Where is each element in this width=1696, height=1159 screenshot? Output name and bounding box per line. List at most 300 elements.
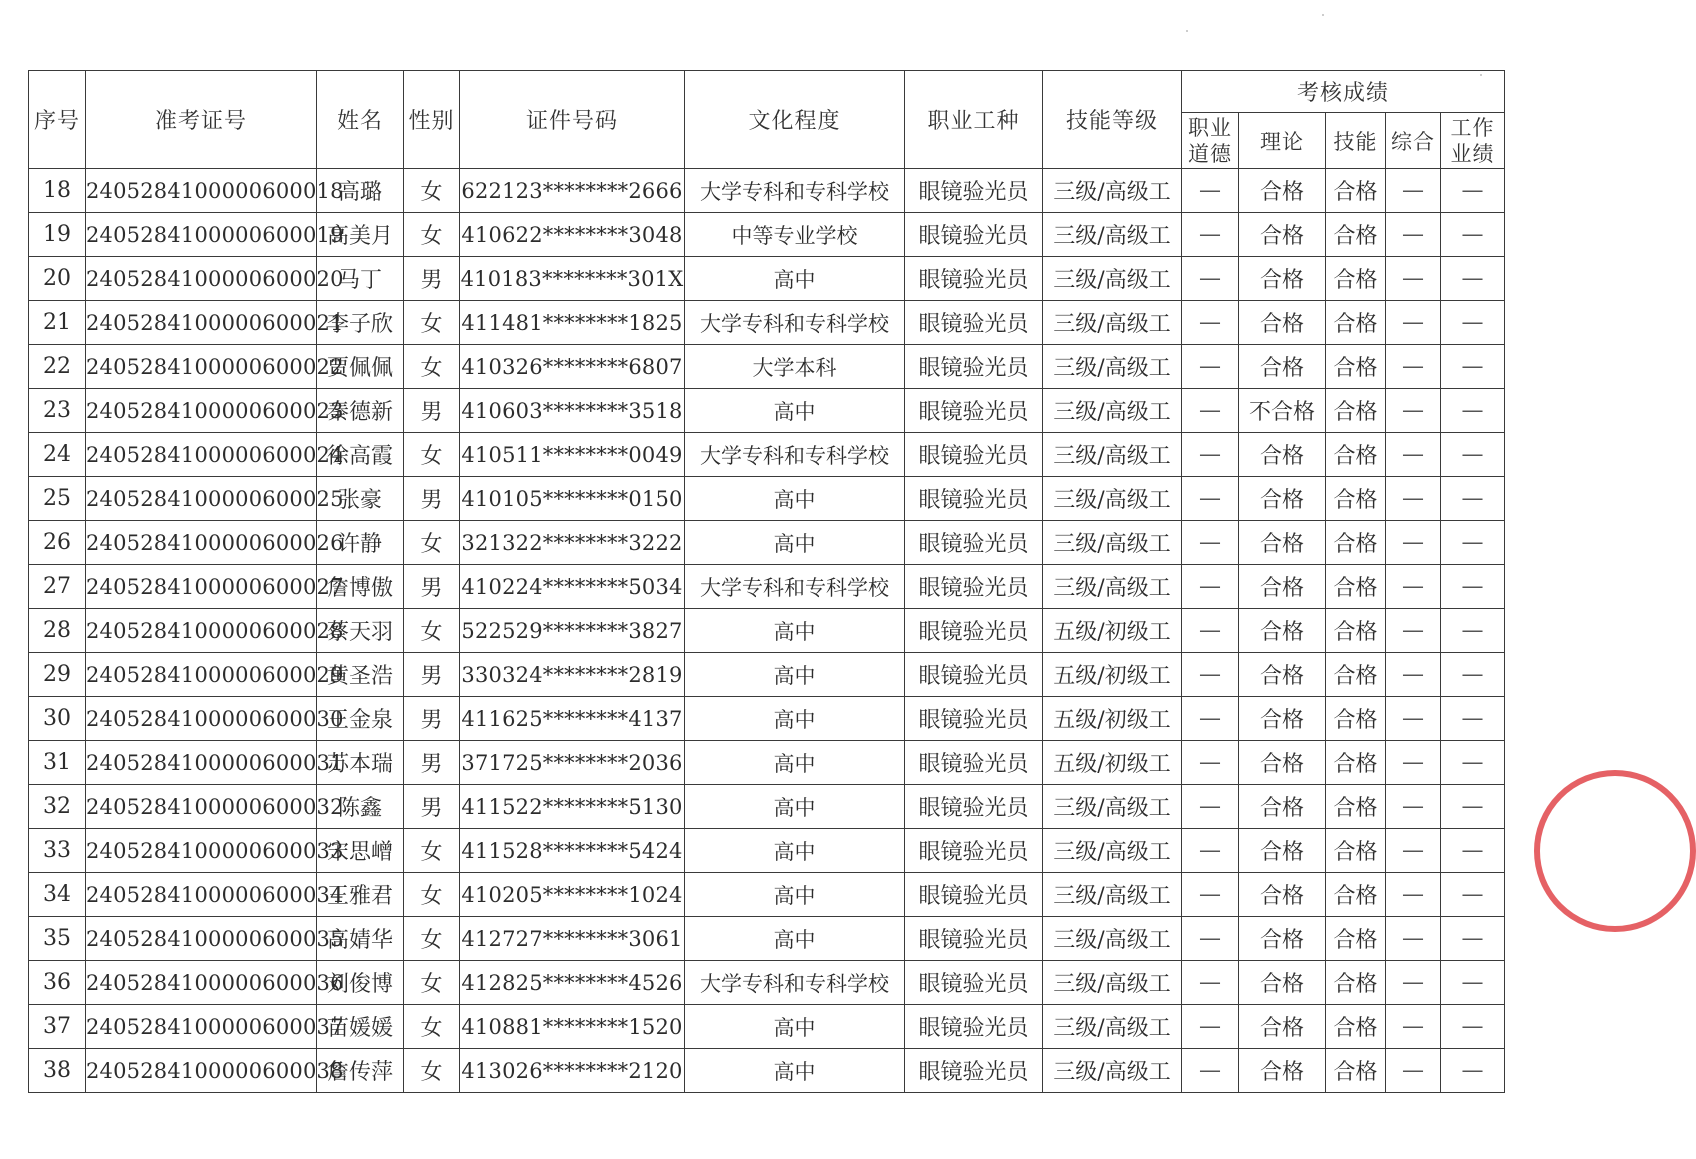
row-skill-level: 五级/初级工 bbox=[1043, 741, 1182, 785]
row-comprehensive: — bbox=[1386, 917, 1441, 961]
row-id-number: 410105********0150 bbox=[460, 477, 685, 521]
row-ticket-number: 2405284100000600035 bbox=[86, 917, 317, 961]
row-seq: 36 bbox=[29, 961, 86, 1005]
row-seq: 33 bbox=[29, 829, 86, 873]
row-name: 高婧华 bbox=[317, 917, 404, 961]
row-comprehensive: — bbox=[1386, 873, 1441, 917]
row-occupation: 眼镜验光员 bbox=[905, 653, 1043, 697]
row-name: 高美月 bbox=[317, 213, 404, 257]
row-ticket-number: 2405284100000600027 bbox=[86, 565, 317, 609]
row-seq: 23 bbox=[29, 389, 86, 433]
row-work-performance: — bbox=[1441, 257, 1505, 301]
row-skill-level: 三级/高级工 bbox=[1043, 389, 1182, 433]
row-skill-level: 三级/高级工 bbox=[1043, 1005, 1182, 1049]
table-body bbox=[29, 169, 1505, 1093]
row-theory: 合格 bbox=[1239, 961, 1326, 1005]
row-theory: 合格 bbox=[1239, 873, 1326, 917]
row-name: 宋思嶒 bbox=[317, 829, 404, 873]
row-seq: 31 bbox=[29, 741, 86, 785]
row-skill-level: 三级/高级工 bbox=[1043, 213, 1182, 257]
table-row bbox=[29, 917, 1505, 961]
row-skill-level: 三级/高级工 bbox=[1043, 565, 1182, 609]
row-theory: 合格 bbox=[1239, 697, 1326, 741]
table-row bbox=[29, 301, 1505, 345]
row-id-number: 411528********5424 bbox=[460, 829, 685, 873]
row-gender: 男 bbox=[404, 653, 460, 697]
row-gender: 男 bbox=[404, 477, 460, 521]
row-seq: 34 bbox=[29, 873, 86, 917]
table-row bbox=[29, 741, 1505, 785]
row-gender: 女 bbox=[404, 1005, 460, 1049]
row-ethics: — bbox=[1182, 1049, 1239, 1093]
row-theory: 合格 bbox=[1239, 1005, 1326, 1049]
row-ticket-number: 2405284100000600032 bbox=[86, 785, 317, 829]
row-education: 高中 bbox=[685, 257, 905, 301]
table-row bbox=[29, 433, 1505, 477]
row-id-number: 321322********3222 bbox=[460, 521, 685, 565]
row-ticket-number: 2405284100000600022 bbox=[86, 345, 317, 389]
row-id-number: 410183********301X bbox=[460, 257, 685, 301]
row-comprehensive: — bbox=[1386, 741, 1441, 785]
row-comprehensive: — bbox=[1386, 169, 1441, 213]
row-theory: 不合格 bbox=[1239, 389, 1326, 433]
row-ethics: — bbox=[1182, 565, 1239, 609]
row-education: 高中 bbox=[685, 917, 905, 961]
row-occupation: 眼镜验光员 bbox=[905, 1049, 1043, 1093]
row-comprehensive: — bbox=[1386, 345, 1441, 389]
row-education: 高中 bbox=[685, 741, 905, 785]
row-education: 中等专业学校 bbox=[685, 213, 905, 257]
row-id-number: 410205********1024 bbox=[460, 873, 685, 917]
row-name: 王雅君 bbox=[317, 873, 404, 917]
row-skill-level: 三级/高级工 bbox=[1043, 169, 1182, 213]
row-occupation: 眼镜验光员 bbox=[905, 961, 1043, 1005]
row-seq: 27 bbox=[29, 565, 86, 609]
table-row bbox=[29, 257, 1505, 301]
row-education: 高中 bbox=[685, 653, 905, 697]
header-seq: 序号 bbox=[29, 71, 86, 169]
row-ticket-number: 2405284100000600031 bbox=[86, 741, 317, 785]
row-occupation: 眼镜验光员 bbox=[905, 389, 1043, 433]
row-ticket-number: 2405284100000600020 bbox=[86, 257, 317, 301]
row-seq: 25 bbox=[29, 477, 86, 521]
row-ethics: — bbox=[1182, 257, 1239, 301]
row-id-number: 410603********3518 bbox=[460, 389, 685, 433]
header-gender: 性别 bbox=[404, 71, 460, 169]
row-theory: 合格 bbox=[1239, 433, 1326, 477]
row-id-number: 411481********1825 bbox=[460, 301, 685, 345]
header-work-performance: 工作业绩 bbox=[1441, 113, 1505, 169]
row-theory: 合格 bbox=[1239, 477, 1326, 521]
row-ethics: — bbox=[1182, 785, 1239, 829]
row-seq: 28 bbox=[29, 609, 86, 653]
row-ethics: — bbox=[1182, 477, 1239, 521]
row-name: 秦德新 bbox=[317, 389, 404, 433]
header-comprehensive: 综合 bbox=[1386, 113, 1441, 169]
row-occupation: 眼镜验光员 bbox=[905, 213, 1043, 257]
header-ticket-number: 准考证号 bbox=[86, 71, 317, 169]
row-name: 马丁 bbox=[317, 257, 404, 301]
row-occupation: 眼镜验光员 bbox=[905, 873, 1043, 917]
row-comprehensive: — bbox=[1386, 609, 1441, 653]
row-gender: 女 bbox=[404, 345, 460, 389]
row-id-number: 522529********3827 bbox=[460, 609, 685, 653]
row-skill: 合格 bbox=[1326, 477, 1386, 521]
row-theory: 合格 bbox=[1239, 785, 1326, 829]
scan-speck bbox=[1322, 14, 1324, 16]
row-skill: 合格 bbox=[1326, 785, 1386, 829]
table-row bbox=[29, 389, 1505, 433]
row-theory: 合格 bbox=[1239, 257, 1326, 301]
row-seq: 22 bbox=[29, 345, 86, 389]
table-row bbox=[29, 477, 1505, 521]
row-education: 高中 bbox=[685, 1049, 905, 1093]
row-gender: 女 bbox=[404, 169, 460, 213]
row-education: 高中 bbox=[685, 477, 905, 521]
row-education: 高中 bbox=[685, 697, 905, 741]
row-ethics: — bbox=[1182, 345, 1239, 389]
row-gender: 男 bbox=[404, 257, 460, 301]
row-ethics: — bbox=[1182, 697, 1239, 741]
row-theory: 合格 bbox=[1239, 609, 1326, 653]
row-skill: 合格 bbox=[1326, 1005, 1386, 1049]
row-ethics: — bbox=[1182, 917, 1239, 961]
table-row bbox=[29, 785, 1505, 829]
row-work-performance: — bbox=[1441, 565, 1505, 609]
row-skill-level: 三级/高级工 bbox=[1043, 873, 1182, 917]
row-occupation: 眼镜验光员 bbox=[905, 741, 1043, 785]
row-occupation: 眼镜验光员 bbox=[905, 565, 1043, 609]
row-skill: 合格 bbox=[1326, 917, 1386, 961]
row-comprehensive: — bbox=[1386, 521, 1441, 565]
row-comprehensive: — bbox=[1386, 389, 1441, 433]
row-id-number: 410224********5034 bbox=[460, 565, 685, 609]
row-skill-level: 三级/高级工 bbox=[1043, 345, 1182, 389]
row-ticket-number: 2405284100000600038 bbox=[86, 1049, 317, 1093]
row-occupation: 眼镜验光员 bbox=[905, 829, 1043, 873]
row-name: 苗媛媛 bbox=[317, 1005, 404, 1049]
row-ethics: — bbox=[1182, 829, 1239, 873]
row-comprehensive: — bbox=[1386, 961, 1441, 1005]
row-id-number: 411625********4137 bbox=[460, 697, 685, 741]
row-skill: 合格 bbox=[1326, 257, 1386, 301]
row-gender: 男 bbox=[404, 741, 460, 785]
row-name: 徐高霞 bbox=[317, 433, 404, 477]
row-skill-level: 三级/高级工 bbox=[1043, 477, 1182, 521]
row-name: 黄圣浩 bbox=[317, 653, 404, 697]
row-seq: 32 bbox=[29, 785, 86, 829]
row-name: 贾佩佩 bbox=[317, 345, 404, 389]
row-work-performance: — bbox=[1441, 961, 1505, 1005]
row-ethics: — bbox=[1182, 389, 1239, 433]
row-skill-level: 三级/高级工 bbox=[1043, 829, 1182, 873]
row-comprehensive: — bbox=[1386, 301, 1441, 345]
row-skill-level: 三级/高级工 bbox=[1043, 433, 1182, 477]
row-theory: 合格 bbox=[1239, 521, 1326, 565]
row-gender: 女 bbox=[404, 961, 460, 1005]
row-seq: 38 bbox=[29, 1049, 86, 1093]
official-seal-stamp bbox=[1534, 770, 1696, 932]
row-skill: 合格 bbox=[1326, 213, 1386, 257]
scan-speck bbox=[1186, 30, 1188, 32]
row-education: 大学专科和专科学校 bbox=[685, 301, 905, 345]
row-skill: 合格 bbox=[1326, 565, 1386, 609]
row-ethics: — bbox=[1182, 609, 1239, 653]
row-work-performance: — bbox=[1441, 873, 1505, 917]
row-gender: 男 bbox=[404, 389, 460, 433]
row-comprehensive: — bbox=[1386, 1049, 1441, 1093]
row-comprehensive: — bbox=[1386, 565, 1441, 609]
row-occupation: 眼镜验光员 bbox=[905, 169, 1043, 213]
row-skill: 合格 bbox=[1326, 389, 1386, 433]
row-occupation: 眼镜验光员 bbox=[905, 609, 1043, 653]
table-row bbox=[29, 213, 1505, 257]
scan-speck bbox=[1480, 74, 1482, 76]
row-occupation: 眼镜验光员 bbox=[905, 917, 1043, 961]
row-work-performance: — bbox=[1441, 917, 1505, 961]
row-theory: 合格 bbox=[1239, 345, 1326, 389]
row-occupation: 眼镜验光员 bbox=[905, 477, 1043, 521]
row-ticket-number: 2405284100000600033 bbox=[86, 829, 317, 873]
row-comprehensive: — bbox=[1386, 1005, 1441, 1049]
row-occupation: 眼镜验光员 bbox=[905, 1005, 1043, 1049]
row-gender: 女 bbox=[404, 873, 460, 917]
table-row bbox=[29, 345, 1505, 389]
row-id-number: 410511********0049 bbox=[460, 433, 685, 477]
row-name: 高璐 bbox=[317, 169, 404, 213]
row-occupation: 眼镜验光员 bbox=[905, 785, 1043, 829]
row-id-number: 411522********5130 bbox=[460, 785, 685, 829]
header-ethics: 职业道德 bbox=[1182, 113, 1239, 169]
row-name: 刘俊博 bbox=[317, 961, 404, 1005]
row-work-performance: — bbox=[1441, 213, 1505, 257]
row-seq: 30 bbox=[29, 697, 86, 741]
header-scores-group: 考核成绩 bbox=[1182, 71, 1505, 113]
row-theory: 合格 bbox=[1239, 301, 1326, 345]
row-skill: 合格 bbox=[1326, 169, 1386, 213]
row-occupation: 眼镜验光员 bbox=[905, 301, 1043, 345]
row-occupation: 眼镜验光员 bbox=[905, 257, 1043, 301]
row-name: 詹传萍 bbox=[317, 1049, 404, 1093]
row-ticket-number: 2405284100000600019 bbox=[86, 213, 317, 257]
row-work-performance: — bbox=[1441, 389, 1505, 433]
row-skill-level: 三级/高级工 bbox=[1043, 521, 1182, 565]
row-gender: 女 bbox=[404, 917, 460, 961]
row-name: 蔡天羽 bbox=[317, 609, 404, 653]
row-gender: 女 bbox=[404, 609, 460, 653]
row-education: 大学专科和专科学校 bbox=[685, 169, 905, 213]
row-theory: 合格 bbox=[1239, 213, 1326, 257]
row-skill: 合格 bbox=[1326, 433, 1386, 477]
row-comprehensive: — bbox=[1386, 213, 1441, 257]
row-gender: 女 bbox=[404, 301, 460, 345]
row-theory: 合格 bbox=[1239, 169, 1326, 213]
row-theory: 合格 bbox=[1239, 653, 1326, 697]
row-ticket-number: 2405284100000600036 bbox=[86, 961, 317, 1005]
row-skill: 合格 bbox=[1326, 1049, 1386, 1093]
row-skill-level: 三级/高级工 bbox=[1043, 301, 1182, 345]
row-theory: 合格 bbox=[1239, 565, 1326, 609]
row-ticket-number: 2405284100000600028 bbox=[86, 609, 317, 653]
row-id-number: 371725********2036 bbox=[460, 741, 685, 785]
row-ticket-number: 2405284100000600037 bbox=[86, 1005, 317, 1049]
table-row bbox=[29, 829, 1505, 873]
row-education: 高中 bbox=[685, 389, 905, 433]
row-skill: 合格 bbox=[1326, 741, 1386, 785]
row-seq: 37 bbox=[29, 1005, 86, 1049]
row-skill: 合格 bbox=[1326, 521, 1386, 565]
row-skill: 合格 bbox=[1326, 345, 1386, 389]
row-ethics: — bbox=[1182, 873, 1239, 917]
row-skill: 合格 bbox=[1326, 301, 1386, 345]
row-skill-level: 五级/初级工 bbox=[1043, 609, 1182, 653]
row-skill-level: 三级/高级工 bbox=[1043, 917, 1182, 961]
row-seq: 24 bbox=[29, 433, 86, 477]
row-ethics: — bbox=[1182, 301, 1239, 345]
header-occupation: 职业工种 bbox=[905, 71, 1043, 169]
row-education: 大学专科和专科学校 bbox=[685, 565, 905, 609]
row-comprehensive: — bbox=[1386, 433, 1441, 477]
row-education: 大学专科和专科学校 bbox=[685, 961, 905, 1005]
row-education: 大学本科 bbox=[685, 345, 905, 389]
row-work-performance: — bbox=[1441, 1049, 1505, 1093]
row-skill: 合格 bbox=[1326, 873, 1386, 917]
row-occupation: 眼镜验光员 bbox=[905, 345, 1043, 389]
table-row bbox=[29, 1049, 1505, 1093]
row-education: 高中 bbox=[685, 1005, 905, 1049]
row-id-number: 330324********2819 bbox=[460, 653, 685, 697]
row-gender: 女 bbox=[404, 829, 460, 873]
row-skill-level: 三级/高级工 bbox=[1043, 961, 1182, 1005]
row-education: 高中 bbox=[685, 829, 905, 873]
row-education: 高中 bbox=[685, 873, 905, 917]
row-id-number: 410881********1520 bbox=[460, 1005, 685, 1049]
table-row bbox=[29, 873, 1505, 917]
row-gender: 男 bbox=[404, 785, 460, 829]
row-id-number: 622123********2666 bbox=[460, 169, 685, 213]
row-comprehensive: — bbox=[1386, 653, 1441, 697]
row-id-number: 412727********3061 bbox=[460, 917, 685, 961]
table-row bbox=[29, 521, 1505, 565]
row-work-performance: — bbox=[1441, 697, 1505, 741]
row-seq: 29 bbox=[29, 653, 86, 697]
row-seq: 20 bbox=[29, 257, 86, 301]
row-name: 张豪 bbox=[317, 477, 404, 521]
row-education: 大学专科和专科学校 bbox=[685, 433, 905, 477]
row-occupation: 眼镜验光员 bbox=[905, 521, 1043, 565]
row-work-performance: — bbox=[1441, 433, 1505, 477]
row-ethics: — bbox=[1182, 521, 1239, 565]
header-skill: 技能 bbox=[1326, 113, 1386, 169]
row-gender: 女 bbox=[404, 433, 460, 477]
row-seq: 18 bbox=[29, 169, 86, 213]
row-skill: 合格 bbox=[1326, 829, 1386, 873]
row-ticket-number: 2405284100000600029 bbox=[86, 653, 317, 697]
row-id-number: 413026********2120 bbox=[460, 1049, 685, 1093]
header-theory: 理论 bbox=[1239, 113, 1326, 169]
row-skill: 合格 bbox=[1326, 653, 1386, 697]
row-gender: 男 bbox=[404, 697, 460, 741]
row-name: 詹博傲 bbox=[317, 565, 404, 609]
row-work-performance: — bbox=[1441, 301, 1505, 345]
row-occupation: 眼镜验光员 bbox=[905, 697, 1043, 741]
row-education: 高中 bbox=[685, 521, 905, 565]
row-ticket-number: 2405284100000600024 bbox=[86, 433, 317, 477]
row-name: 李子欣 bbox=[317, 301, 404, 345]
row-work-performance: — bbox=[1441, 829, 1505, 873]
table-row bbox=[29, 653, 1505, 697]
row-gender: 女 bbox=[404, 213, 460, 257]
row-ticket-number: 2405284100000600021 bbox=[86, 301, 317, 345]
row-gender: 女 bbox=[404, 521, 460, 565]
row-name: 苏本瑞 bbox=[317, 741, 404, 785]
header-id-number: 证件号码 bbox=[460, 71, 685, 169]
row-work-performance: — bbox=[1441, 1005, 1505, 1049]
row-ethics: — bbox=[1182, 653, 1239, 697]
row-id-number: 410622********3048 bbox=[460, 213, 685, 257]
row-ethics: — bbox=[1182, 741, 1239, 785]
row-work-performance: — bbox=[1441, 521, 1505, 565]
row-work-performance: — bbox=[1441, 345, 1505, 389]
table-row bbox=[29, 565, 1505, 609]
row-seq: 21 bbox=[29, 301, 86, 345]
row-theory: 合格 bbox=[1239, 741, 1326, 785]
table-row bbox=[29, 1005, 1505, 1049]
row-seq: 19 bbox=[29, 213, 86, 257]
row-skill-level: 五级/初级工 bbox=[1043, 697, 1182, 741]
row-work-performance: — bbox=[1441, 785, 1505, 829]
row-comprehensive: — bbox=[1386, 477, 1441, 521]
row-work-performance: — bbox=[1441, 169, 1505, 213]
row-ticket-number: 2405284100000600025 bbox=[86, 477, 317, 521]
row-education: 高中 bbox=[685, 609, 905, 653]
row-skill-level: 五级/初级工 bbox=[1043, 653, 1182, 697]
row-occupation: 眼镜验光员 bbox=[905, 433, 1043, 477]
row-ethics: — bbox=[1182, 961, 1239, 1005]
row-ethics: — bbox=[1182, 169, 1239, 213]
row-skill-level: 三级/高级工 bbox=[1043, 257, 1182, 301]
row-work-performance: — bbox=[1441, 741, 1505, 785]
row-skill: 合格 bbox=[1326, 609, 1386, 653]
row-seq: 26 bbox=[29, 521, 86, 565]
row-ticket-number: 2405284100000600026 bbox=[86, 521, 317, 565]
table-row bbox=[29, 697, 1505, 741]
row-work-performance: — bbox=[1441, 653, 1505, 697]
row-skill-level: 三级/高级工 bbox=[1043, 785, 1182, 829]
row-comprehensive: — bbox=[1386, 829, 1441, 873]
header-skill-level: 技能等级 bbox=[1043, 71, 1182, 169]
row-skill: 合格 bbox=[1326, 697, 1386, 741]
row-comprehensive: — bbox=[1386, 257, 1441, 301]
row-ticket-number: 2405284100000600030 bbox=[86, 697, 317, 741]
table-row bbox=[29, 609, 1505, 653]
table-row bbox=[29, 169, 1505, 213]
row-work-performance: — bbox=[1441, 609, 1505, 653]
exam-results-table bbox=[28, 70, 1505, 1093]
row-work-performance: — bbox=[1441, 477, 1505, 521]
row-id-number: 412825********4526 bbox=[460, 961, 685, 1005]
row-name: 陈鑫 bbox=[317, 785, 404, 829]
row-gender: 女 bbox=[404, 1049, 460, 1093]
row-comprehensive: — bbox=[1386, 697, 1441, 741]
row-theory: 合格 bbox=[1239, 917, 1326, 961]
row-theory: 合格 bbox=[1239, 1049, 1326, 1093]
header-education: 文化程度 bbox=[685, 71, 905, 169]
row-theory: 合格 bbox=[1239, 829, 1326, 873]
row-ethics: — bbox=[1182, 1005, 1239, 1049]
row-name: 王金泉 bbox=[317, 697, 404, 741]
row-education: 高中 bbox=[685, 785, 905, 829]
